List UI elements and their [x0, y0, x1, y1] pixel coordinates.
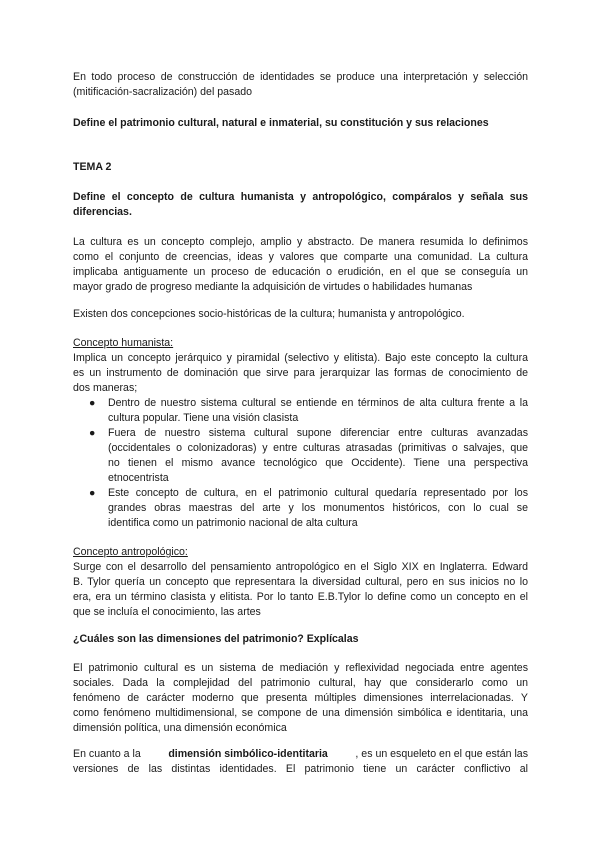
heading-patrimonio: Define el patrimonio cultural, natural e inmaterial, su constitución y sus relaciones — [73, 117, 489, 129]
bullet-icon: ● — [89, 487, 96, 499]
bullet-icon: ● — [89, 427, 96, 439]
paragraph-dimensiones-line: sociales. Dada la complejidad del patrimonio cultural, hay que considerarlo como un — [73, 677, 528, 689]
antropologico-line: B. Tylor quería un concepto que representara la diversidad cultural, pero en sus inicios no lo — [73, 576, 528, 588]
bullet-item-line: Fuera de nuestro sistema cultural supone diferenciar entre culturas avanzadas — [108, 427, 528, 439]
humanista-title: Concepto humanista: — [73, 337, 174, 349]
tema-heading: TEMA 2 — [73, 161, 112, 173]
antropologico-line: que se incluía el conocimiento, las artes — [73, 606, 261, 618]
paragraph-final-line-2: versiones de las distintas identidades. El patrimonio tiene un carácter conflictivo al — [73, 763, 528, 775]
antropologico-title: Concepto antropológico: — [73, 546, 188, 558]
humanista-line: dos maneras; — [73, 382, 138, 394]
bullet-icon: ● — [89, 397, 96, 409]
paragraph-dimensiones-line: como fenómeno multidimensional, se compone de una dimensión simbólica e identitaria, una — [73, 707, 528, 719]
paragraph-final-line-1 — [73, 747, 528, 762]
antropologico-line: Surge con el desarrollo del pensamiento antropológico en el Siglo XIX en Inglaterra. Edward — [73, 561, 528, 573]
final-text-pre: En cuanto a la — [73, 748, 141, 760]
bullet-item-line: etnocentrista — [108, 472, 169, 484]
paragraph-dimensiones-line: dimensión política, una dimensión económica — [73, 722, 287, 734]
bullet-item-line: (occidentales o colonizadoras) y entre culturas atrasadas (primitivas o salvajes, que — [108, 442, 528, 454]
final-text-post: , es un esqueleto en el que están las — [355, 748, 528, 760]
bullet-item-line: Dentro de nuestro sistema cultural se entiende en términos de alta cultura frente a la — [108, 397, 528, 409]
paragraph-cultura-line: como el conjunto de creencias, ideas y valores que comparte una comunidad. La cultura — [73, 251, 528, 263]
question-cultura-line-1: Define el concepto de cultura humanista y antropológico, compáralos y señala sus — [73, 191, 528, 203]
question-cultura-line-2: diferencias. — [73, 206, 132, 218]
bullet-item-line: grandes obras maestras del arte y los monumentos históricos, con lo cual se — [108, 502, 528, 514]
intro-line-1: En todo proceso de construcción de identidades se produce una interpretación y selección — [73, 71, 528, 83]
intro-line-2: (mitificación-sacralización) del pasado — [73, 86, 252, 98]
bullet-item-line: cultura popular. Tiene una visión clasista — [108, 412, 299, 424]
paragraph-cultura-line: implicaba antiguamente un proceso de educación o erudición, en el que se conseguía un — [73, 266, 528, 278]
humanista-line: es un instrumento de dominación que sirve para jerarquizar las formas de conocimiento de — [73, 367, 528, 379]
paragraph-cultura-line: La cultura es un concepto complejo, amplio y abstracto. De manera resumida lo definimos — [73, 236, 528, 248]
antropologico-line: era, era un término clasista y elitista. Por lo tanto E.B.Tylor lo define como un concepto en el — [73, 591, 528, 603]
humanista-line: Implica un concepto jerárquico y piramidal (selectivo y elitista). Bajo este concepto la cultura — [73, 352, 528, 364]
final-text-bold: dimensión simbólico-identitaria — [168, 748, 328, 760]
bullet-item-line: Este concepto de cultura, en el patrimonio cultural quedaría representado por los — [108, 487, 528, 499]
paragraph-concepciones: Existen dos concepciones socio-históricas de la cultura; humanista y antropológico. — [73, 308, 465, 320]
question-dimensiones: ¿Cuáles son las dimensiones del patrimonio? Explícalas — [73, 633, 359, 645]
paragraph-cultura-line: mayor grado de progreso mediante la adquisición de virtudes o habilidades humanas — [73, 281, 473, 293]
bullet-item-line: identifica como un patrimonio nacional de alta cultura — [108, 517, 358, 529]
paragraph-dimensiones-line: El patrimonio cultural es un sistema de mediación y reflexividad negociada entre agentes — [73, 662, 528, 674]
paragraph-dimensiones-line: fenómeno de carácter moderno que presenta múltiples dimensiones interrelacionadas. Y — [73, 692, 528, 704]
bullet-item-line: no tienen el mismo avance tecnológico que Occidente). Tiene una perspectiva — [108, 457, 528, 469]
